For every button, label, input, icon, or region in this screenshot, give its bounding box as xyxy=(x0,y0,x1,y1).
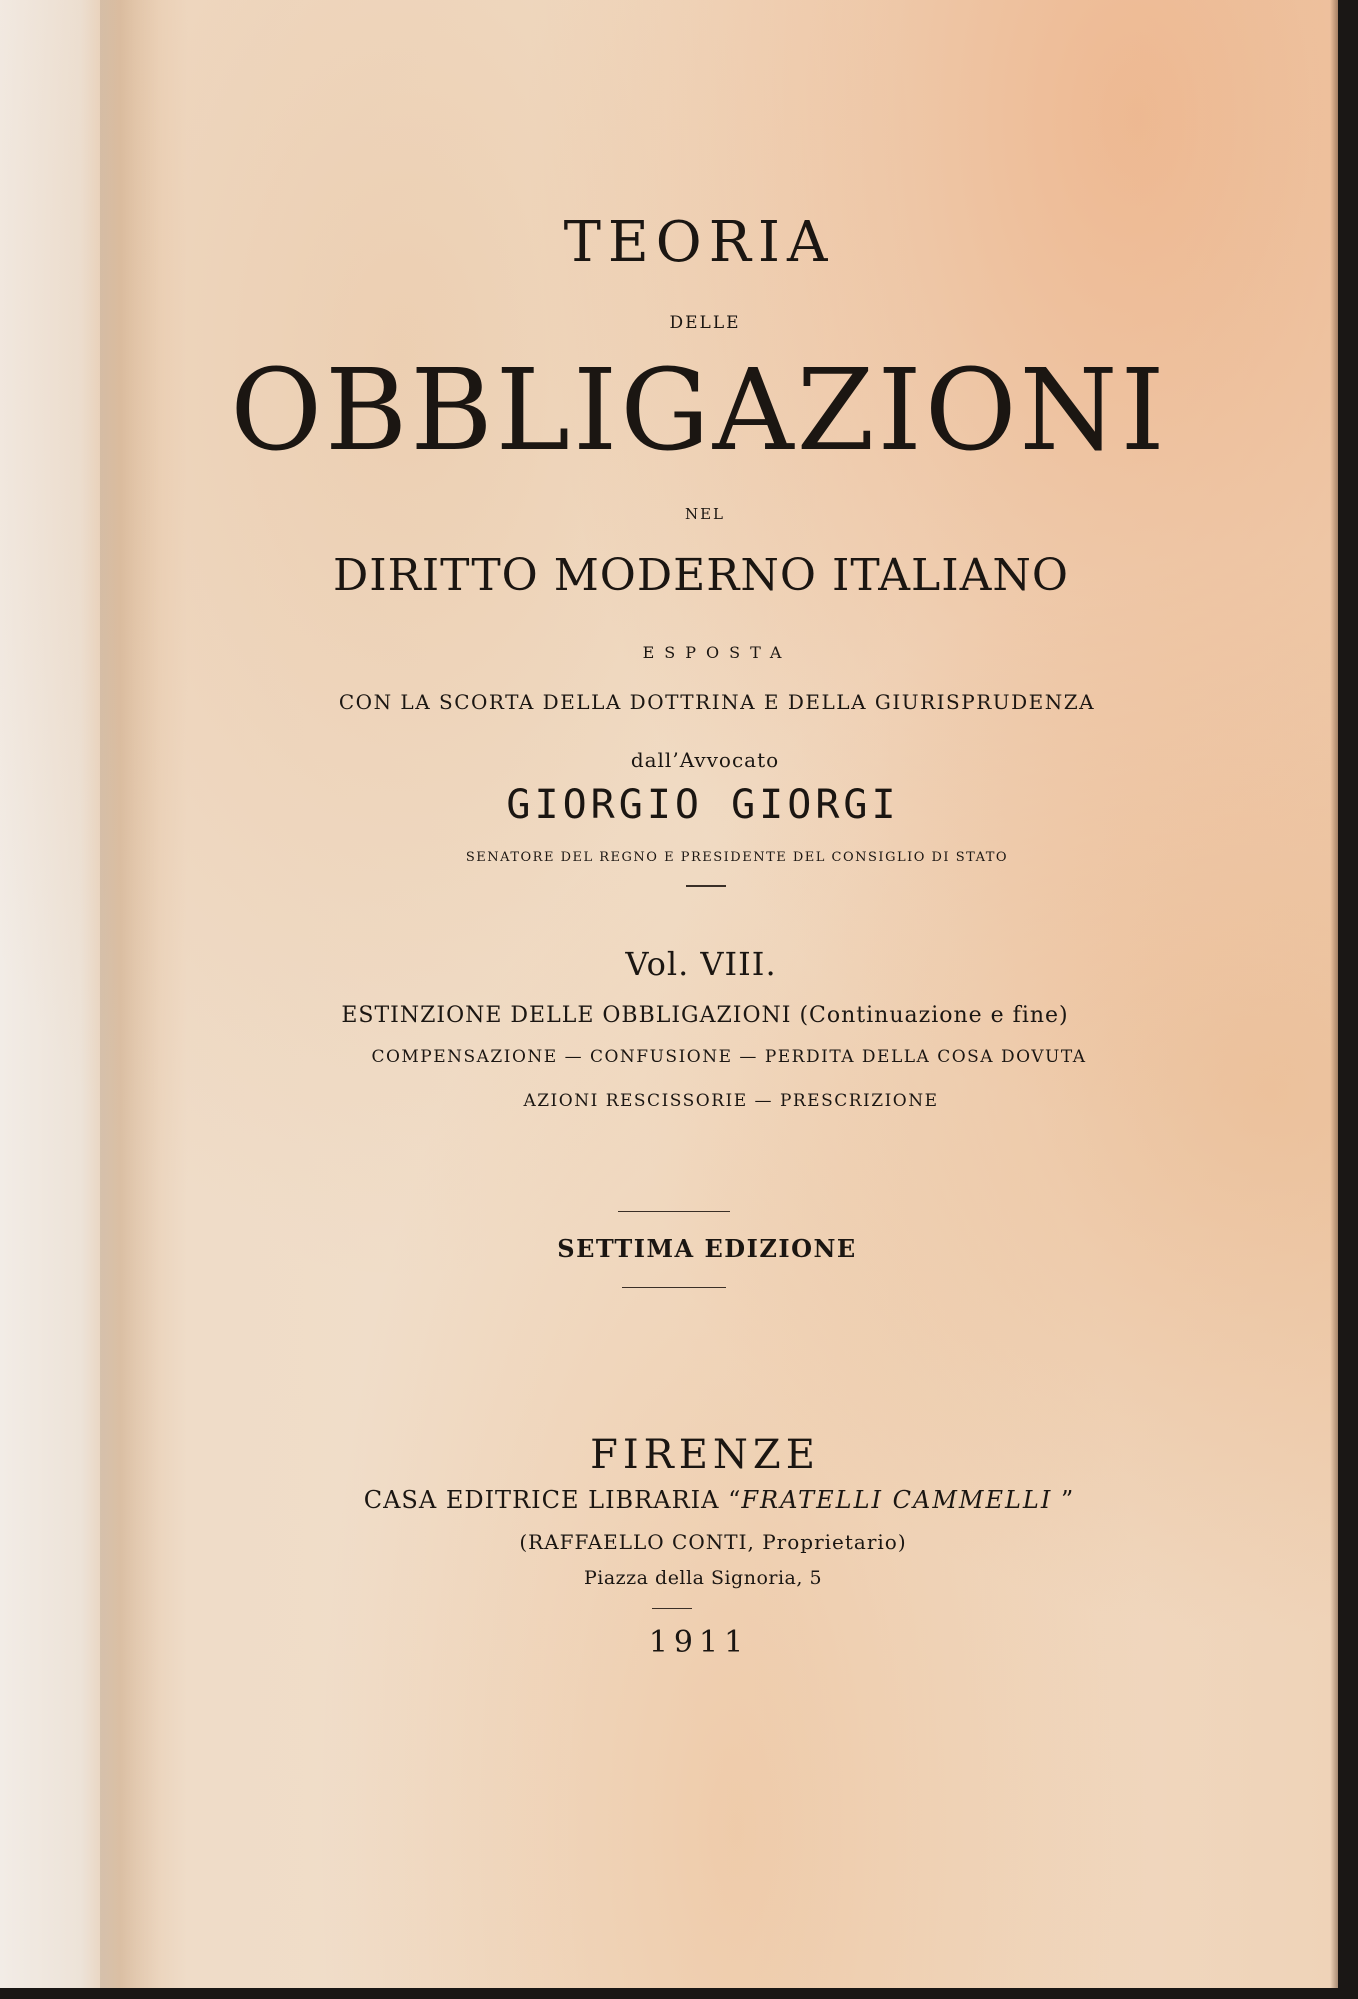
divider-rule xyxy=(686,885,726,887)
connector-delle: DELLE xyxy=(669,313,741,333)
volume-number: Vol. VIII. xyxy=(625,945,777,983)
publisher-address: Piazza della Signoria, 5 xyxy=(583,1567,823,1589)
publication-year: 1911 xyxy=(648,1625,750,1660)
publisher-prefix: CASA EDITRICE LIBRARIA “ xyxy=(363,1486,742,1514)
main-title: OBBLIGAZIONI xyxy=(230,346,1168,476)
contents-line-3: AZIONI RESCISSORIE — PRESCRIZIONE xyxy=(523,1091,939,1111)
divider-rule xyxy=(652,1608,692,1609)
divider-rule xyxy=(622,1287,726,1288)
publisher-suffix: ” xyxy=(1052,1486,1075,1514)
imprint-city: FIRENZE xyxy=(590,1432,820,1478)
page-edge xyxy=(1330,0,1338,1988)
divider-rule xyxy=(618,1211,730,1212)
author-title: SENATORE DEL REGNO E PRESIDENTE DEL CONSIGLIO DI STATO xyxy=(465,850,1009,865)
proprietor-line: (RAFFAELLO CONTI, Proprietario) xyxy=(519,1530,907,1554)
spine-shadow xyxy=(100,0,160,1988)
scorta-line: CON LA SCORTA DELLA DOTTRINA E DELLA GIURISPRUDENZA xyxy=(338,690,1096,714)
edition-label: SETTIMA EDIZIONE xyxy=(557,1234,857,1263)
contents-line-2: COMPENSAZIONE — CONFUSIONE — PERDITA DELLA COSA DOVUTA xyxy=(371,1047,1087,1067)
author-name: GIORGIO GIORGI xyxy=(506,782,900,828)
title-line-teoria: TEORIA xyxy=(563,210,835,275)
contents-line-1: ESTINZIONE DELLE OBBLIGAZIONI (Continuazione e fine) xyxy=(341,1003,1069,1028)
publisher-name: FRATELLI CAMMELLI xyxy=(741,1486,1053,1514)
avvocato-label: dall’Avvocato xyxy=(630,748,780,772)
connector-nel: NEL xyxy=(684,505,726,523)
esposta-label: ESPOSTA xyxy=(642,643,792,662)
subtitle: DIRITTO MODERNO ITALIANO xyxy=(333,550,1069,601)
publisher-line xyxy=(40,1486,1358,1514)
